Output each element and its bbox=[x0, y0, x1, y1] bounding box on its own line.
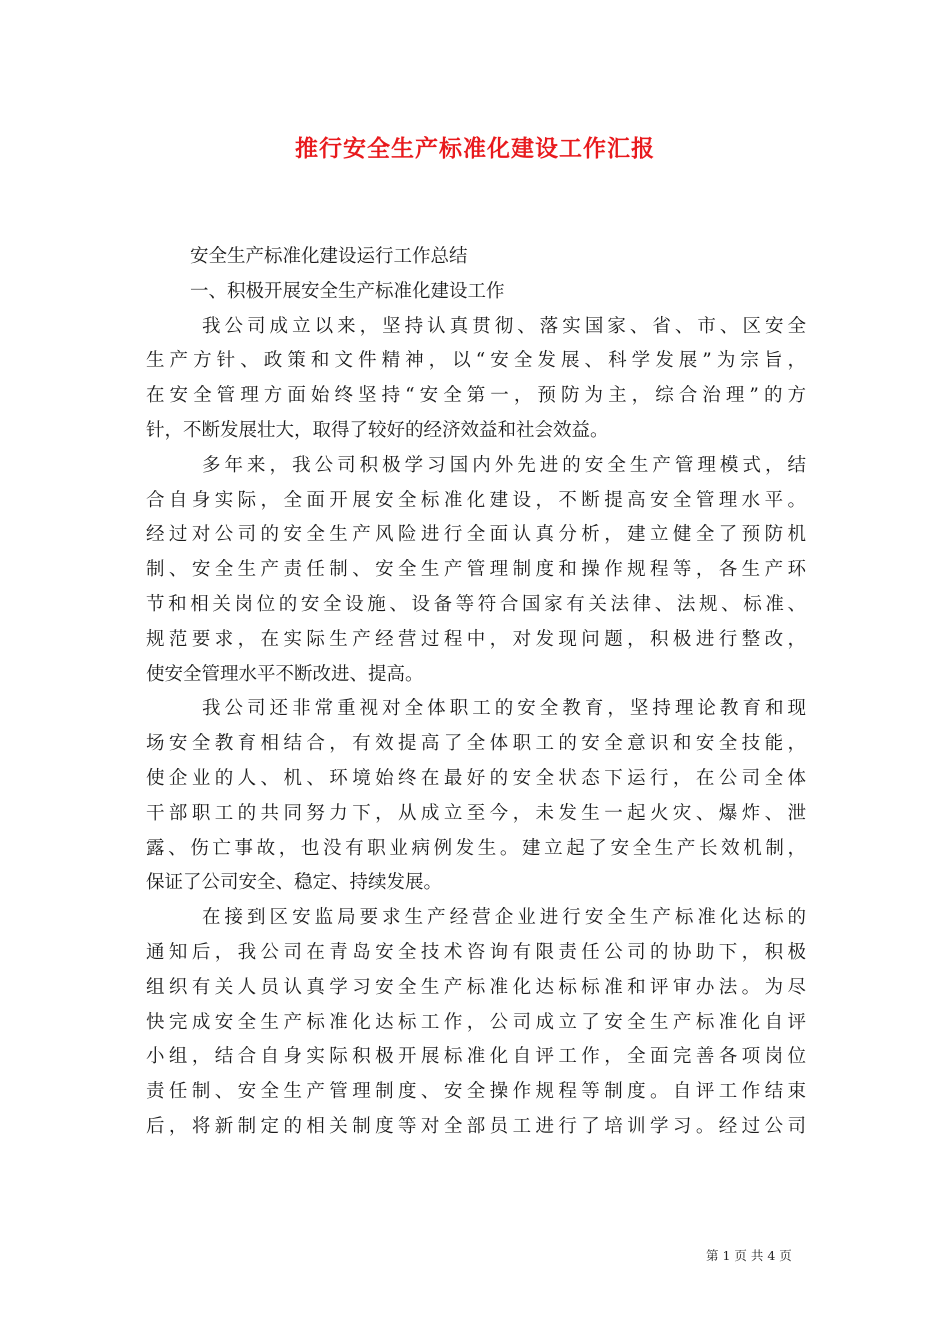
paragraph-line: 制、安全生产责任制、安全生产管理制度和操作规程等，各生产环 bbox=[146, 559, 806, 581]
paragraph-line: 生产方针、政策和文件精神，以“安全发展、科学发展”为宗旨， bbox=[146, 350, 806, 372]
paragraph-line: 使企业的人、机、环境始终在最好的安全状态下运行，在公司全体 bbox=[146, 767, 806, 789]
paragraph-line: 针，不断发展壮大，取得了较好的经济效益和社会效益。 bbox=[146, 419, 609, 441]
page-number-footer: 第 1 页 共 4 页 bbox=[706, 1248, 792, 1263]
paragraph-line: 后，将新制定的相关制度等对全部员工进行了培训学习。经过公司 bbox=[146, 1115, 806, 1137]
paragraph-line: 保证了公司安全、稳定、持续发展。 bbox=[146, 872, 443, 894]
document-body bbox=[146, 240, 806, 1145]
section-heading: 安全生产标准化建设运行工作总结 bbox=[190, 246, 468, 267]
paragraph-line: 场安全教育相结合，有效提高了全体职工的安全意识和安全技能， bbox=[146, 733, 806, 755]
paragraph-line: 组织有关人员认真学习安全生产标准化达标标准和评审办法。为尽 bbox=[146, 976, 806, 998]
paragraph-line: 责任制、安全生产管理制度、安全操作规程等制度。自评工作结束 bbox=[146, 1081, 806, 1103]
paragraph-line: 我公司成立以来，坚持认真贯彻、落实国家、省、市、区安全 bbox=[202, 315, 806, 337]
paragraph-line: 在安全管理方面始终坚持“安全第一，预防为主，综合治理”的方 bbox=[146, 385, 806, 407]
paragraph-line: 经过对公司的安全生产风险进行全面认真分析，建立健全了预防机 bbox=[146, 524, 806, 546]
section-subheading: 一、积极开展安全生产标准化建设工作 bbox=[190, 280, 505, 302]
paragraph-line: 使安全管理水平不断改进、提高。 bbox=[146, 663, 424, 685]
paragraph-line: 露、伤亡事故，也没有职业病例发生。建立起了安全生产长效机制， bbox=[146, 837, 806, 859]
paragraph-line: 小组，结合自身实际积极开展标准化自评工作，全面完善各项岗位 bbox=[146, 1046, 806, 1068]
paragraph-line: 通知后，我公司在青岛安全技术咨询有限责任公司的协助下，积极 bbox=[146, 941, 806, 963]
paragraph-line: 规范要求，在实际生产经营过程中，对发现问题，积极进行整改， bbox=[146, 628, 806, 650]
paragraph-line: 在接到区安监局要求生产经营企业进行安全生产标准化达标的 bbox=[202, 907, 806, 929]
document-title: 推行安全生产标准化建设工作汇报 bbox=[295, 136, 655, 162]
paragraph-line: 多年来，我公司积极学习国内外先进的安全生产管理模式，结 bbox=[202, 454, 806, 476]
paragraph-line: 我公司还非常重视对全体职工的安全教育，坚持理论教育和现 bbox=[202, 698, 806, 720]
paragraph-line: 干部职工的共同努力下，从成立至今，未发生一起火灾、爆炸、泄 bbox=[146, 802, 806, 824]
paragraph-line: 合自身实际，全面开展安全标准化建设，不断提高安全管理水平。 bbox=[146, 489, 806, 511]
paragraph-line: 快完成安全生产标准化达标工作，公司成立了安全生产标准化自评 bbox=[146, 1011, 806, 1033]
paragraph-line: 节和相关岗位的安全设施、设备等符合国家有关法律、法规、标准、 bbox=[146, 593, 806, 615]
